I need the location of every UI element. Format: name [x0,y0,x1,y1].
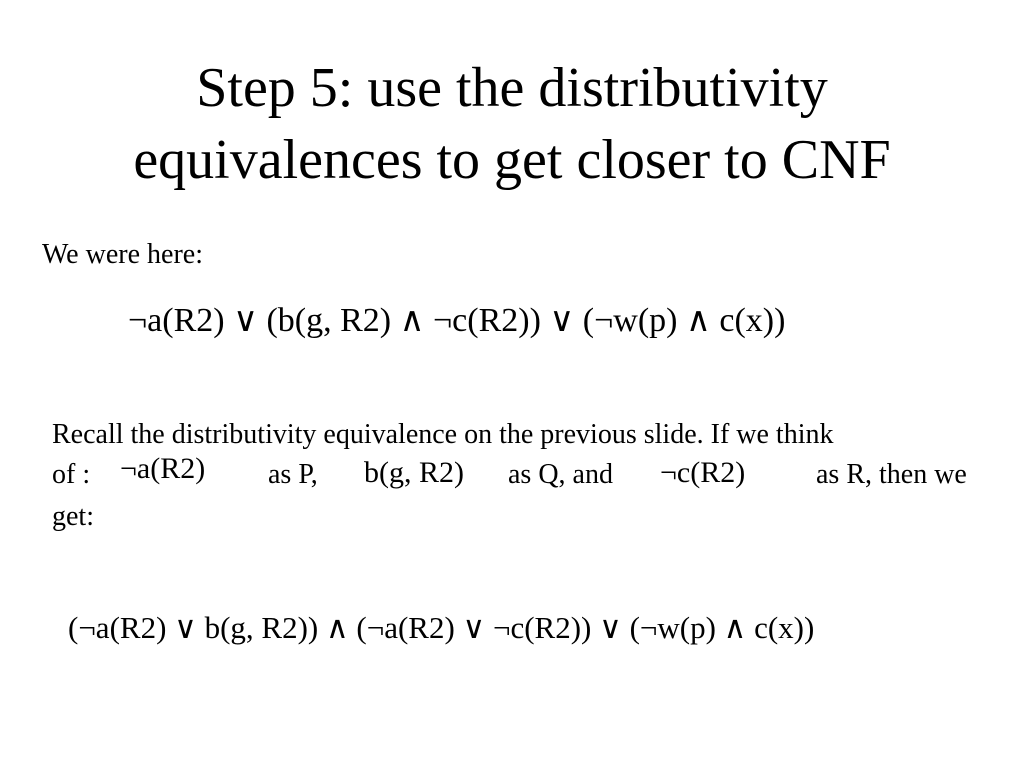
as-p-label: as P, [268,459,318,490]
formula-p: ¬a(R2) [120,452,206,485]
intro-text: We were here: [42,239,203,270]
as-q-label: as Q, and [508,459,613,490]
formula-r: ¬c(R2) [660,456,746,489]
current-formula: ¬a(R2) ∨ (b(g, R2) ∧ ¬c(R2)) ∨ (¬w(p) ∧ c(x)) [128,302,786,339]
slide-title [0,52,1024,196]
formula-q: b(g, R2) [364,456,464,489]
slide-title-line-2: equivalences to get closer to CNF [133,129,891,191]
result-formula: (¬a(R2) ∨ b(g, R2)) ∧ (¬a(R2) ∨ ¬c(R2)) ∨ (¬w(p) ∧ c(x)) [68,610,815,645]
recall-line-3: get: [52,501,94,532]
recall-line-1: Recall the distributivity equivalence on the previous slide. If we think [52,419,834,450]
as-r-label: as R, then we [816,459,967,490]
recall-of-label: of : [52,459,91,490]
slide-title-line-1: Step 5: use the distributivity [196,57,828,119]
